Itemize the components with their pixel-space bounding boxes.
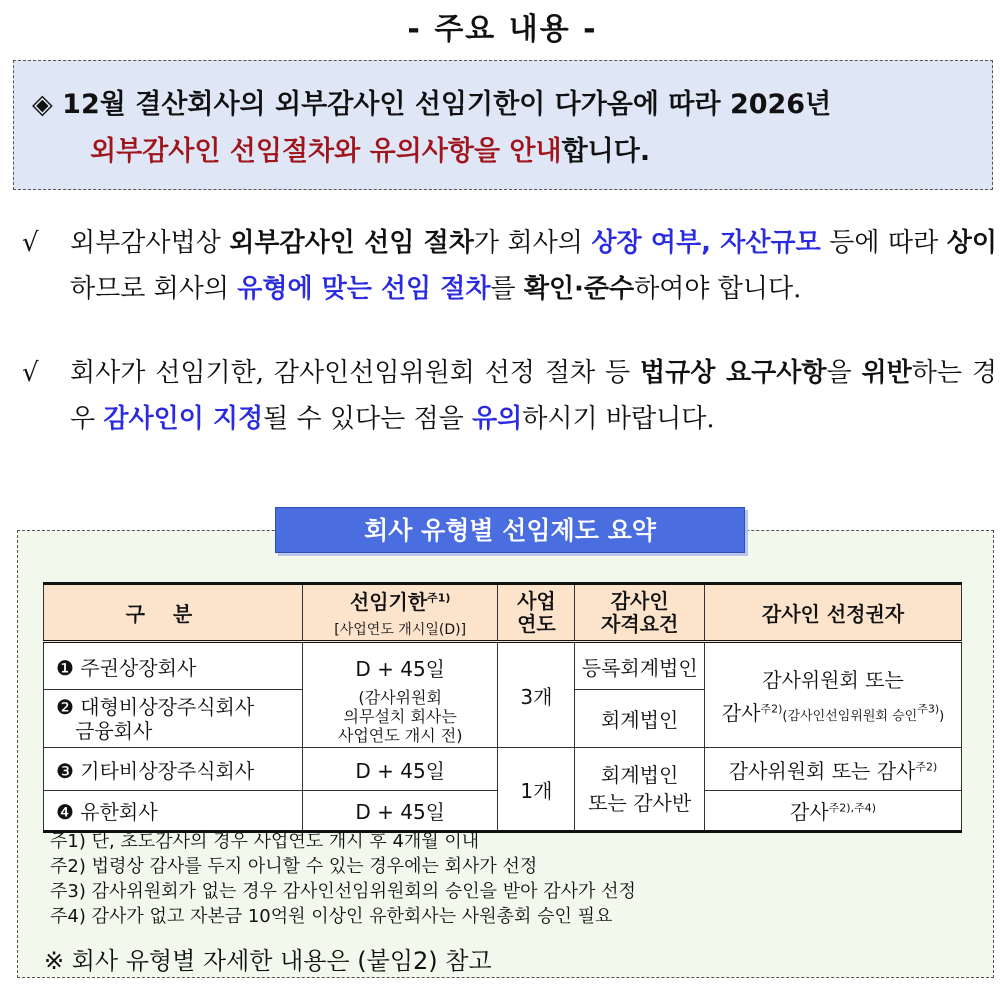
- text: 회사가 선임기한, 감사인선임위원회 선정 절차 등: [70, 358, 640, 388]
- check-mark-icon: √: [22, 358, 39, 388]
- table-row: [44, 642, 962, 690]
- footnote: 주3) 감사위원회가 없는 경우 감사인선임위원회의 승인을 받아 감사가 선정: [50, 881, 636, 902]
- text: 가 회사의: [473, 228, 592, 258]
- company-type: ❷ 대형비상장주식회사 금융회사: [44, 690, 303, 748]
- bullet-list: [22, 220, 997, 442]
- footnote-ref: 주2): [760, 702, 783, 716]
- blue-emphasis: 감사인이 지정: [103, 404, 264, 434]
- summary-highlight: 외부감사인 선임절차와 유의사항을 안내: [90, 136, 562, 167]
- text: 하시기 바랍니다.: [522, 404, 715, 434]
- page-title: - 주요 내용 -: [407, 12, 598, 47]
- selector-cell: [705, 642, 962, 748]
- selector-main: 감사위원회 또는: [762, 668, 904, 692]
- footnote: 주2) 법령상 감사를 두지 아니할 수 있는 경우에는 회사가 선정: [50, 856, 538, 877]
- selector-cell: [705, 748, 962, 791]
- table-header-row: [44, 584, 962, 642]
- bold-text: 상이: [946, 228, 997, 258]
- text: 감사위원회 또는 감사: [728, 758, 916, 783]
- text: 될 수 있다는 점을: [263, 404, 473, 434]
- text: (감사인선임위원회 승인: [782, 709, 918, 724]
- text: 하므로 회사의: [70, 274, 238, 304]
- blue-emphasis: 유의: [472, 404, 523, 434]
- table-box-title: 회사 유형별 선임제도 요약: [275, 507, 745, 553]
- header-qualification: 감사인 자격요건: [575, 584, 705, 642]
- reference-note: ※ 회사 유형별 자세한 내용은 (붙임2) 참고: [44, 947, 492, 975]
- summary-line-1: ◈ 12월 결산회사의 외부감사인 선임기한이 다가옴에 따라 2026년: [32, 89, 832, 120]
- text: 를: [490, 274, 524, 304]
- qualification-cell: 등록회계법인: [575, 642, 705, 690]
- qualification-cell: 회계법인 또는 감사반: [575, 748, 705, 832]
- years-cell: 1개: [498, 748, 575, 832]
- header-deadline-label: 선임기한: [349, 590, 428, 614]
- bold-text: 외부감사인 선임 절차: [229, 228, 474, 258]
- company-type: ❶ 주권상장회사: [44, 642, 303, 690]
- deadline-cell: D + 45일: [302, 748, 498, 791]
- blue-emphasis: 상장 여부, 자산규모: [591, 228, 821, 258]
- table-row: [44, 748, 962, 791]
- deadline-value: D + 45일: [355, 657, 445, 681]
- years-cell: 3개: [498, 642, 575, 748]
- header-deadline-sub: [사업연도 개시일(D)]: [334, 622, 467, 638]
- text: 감사: [721, 701, 761, 725]
- footnote-ref: 주3): [917, 702, 940, 716]
- footnote: 주1) 단, 초도감사의 경우 사업연도 개시 후 4개월 이내: [50, 831, 480, 852]
- footnotes: [50, 829, 636, 929]
- text: 을: [826, 358, 862, 388]
- selector-sub: [705, 697, 961, 726]
- check-mark-icon: √: [22, 228, 39, 258]
- company-type: ❹ 유한회사: [44, 791, 303, 832]
- summary-tail: 합니다.: [561, 136, 651, 167]
- footnote-ref: 주1): [427, 591, 451, 605]
- blue-emphasis: 유형에 맞는 선임 절차: [237, 274, 491, 304]
- bullet-item-1: [22, 220, 997, 312]
- bold-text: 확인·준수: [523, 274, 635, 304]
- bold-text: 위반: [861, 358, 912, 388]
- summary-box: [13, 60, 993, 190]
- bullet-item-2: [22, 350, 997, 442]
- bold-text: 법규상 요구사항: [639, 358, 827, 388]
- text: 하는 경우: [70, 358, 997, 434]
- header-years: 사업 연도: [498, 584, 575, 642]
- summary-line-2: [32, 128, 982, 175]
- text: 등에 따라: [820, 228, 947, 258]
- company-type: ❸ 기타비상장주식회사: [44, 748, 303, 791]
- header-category: 구분: [44, 584, 303, 642]
- selector-cell: [705, 791, 962, 832]
- footnote: 주4) 감사가 없고 자본금 10억원 이상인 유한회사는 사원총회 승인 필요: [50, 906, 613, 927]
- footnote-ref: 주2): [915, 759, 938, 773]
- deadline-cell: D + 45일: [302, 791, 498, 832]
- text: ): [939, 709, 945, 724]
- header-selector: 감사인 선정권자: [705, 584, 962, 642]
- deadline-cell: [302, 642, 498, 748]
- text: 감사: [790, 800, 829, 824]
- text: 외부감사법상: [70, 228, 230, 258]
- deadline-note: (감사위원회 의무설치 회사는 사업연도 개시 전): [337, 688, 463, 745]
- summary-table: [43, 582, 962, 833]
- qualification-cell: 회계법인: [575, 690, 705, 748]
- header-deadline: [302, 584, 498, 642]
- footnote-ref: 주2),주4): [828, 801, 877, 815]
- text: 하여야 합니다.: [634, 274, 802, 304]
